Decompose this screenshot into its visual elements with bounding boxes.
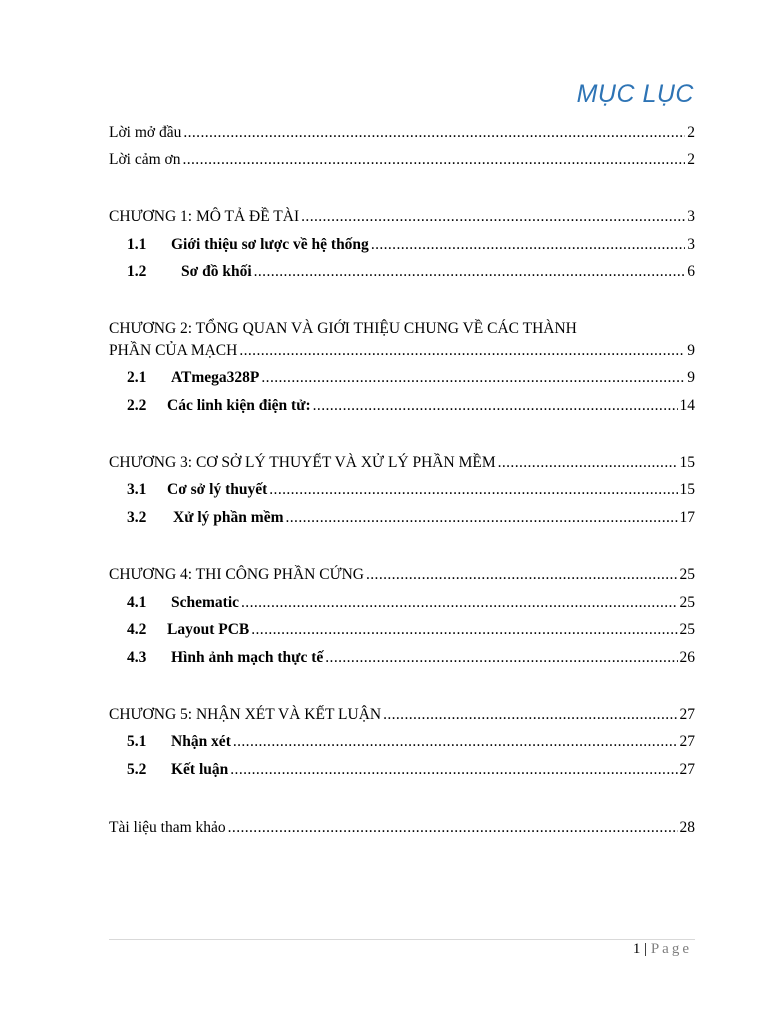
- toc-entry-page: 15: [679, 481, 695, 498]
- toc-entry-page: 25: [679, 566, 695, 583]
- toc-entry-page: 17: [679, 509, 695, 526]
- toc-leader-dots: [261, 369, 685, 387]
- toc-entry-number: 5.1: [127, 733, 147, 750]
- toc-entry-chapter-3[interactable]: [109, 454, 695, 472]
- toc-entry-text: CHƯƠNG 3: CƠ SỞ LÝ THUYẾT VÀ XỬ LÝ PHẦN MỀM: [109, 454, 496, 471]
- footer-separator: |: [644, 941, 648, 957]
- toc-entry-4-3[interactable]: [109, 649, 695, 667]
- toc-entry-text: Layout PCB: [167, 621, 250, 638]
- toc-entry-number: 2.1: [127, 369, 147, 386]
- toc-entry-2-2[interactable]: [109, 397, 695, 415]
- toc-leader-dots: [498, 454, 678, 472]
- toc-entry-page: 3: [687, 208, 695, 225]
- toc-entry-page: 25: [679, 621, 695, 638]
- toc-leader-dots: [239, 342, 685, 360]
- toc-entry-chapter-5[interactable]: [109, 706, 695, 724]
- toc-entry-5-1[interactable]: [109, 733, 695, 751]
- toc-entry-text: Xử lý phần mềm: [173, 509, 284, 526]
- toc-leader-dots: [313, 397, 678, 415]
- toc-entry-number: 3.2: [127, 509, 147, 526]
- footer-page-word: Page: [650, 941, 692, 957]
- toc-entry-text: Các linh kiện điện tử:: [167, 397, 311, 414]
- toc-entry-page: 2: [687, 151, 695, 168]
- toc-entry-text: Giới thiệu sơ lược về hệ thống: [171, 236, 369, 253]
- toc-entry-loi-cam-on[interactable]: [109, 151, 695, 169]
- toc-entry-text: Sơ đồ khối: [181, 263, 252, 280]
- footer-page-number: 1: [632, 941, 641, 957]
- toc-leader-dots: [228, 819, 678, 837]
- toc-entry-number: 3.1: [127, 481, 147, 498]
- toc-entry-2-1[interactable]: [109, 369, 695, 387]
- toc-entry-text: Tài liệu tham khảo: [109, 819, 226, 836]
- toc-entry-3-2[interactable]: [109, 509, 695, 527]
- toc-entry-1-2[interactable]: [109, 263, 695, 281]
- toc-leader-dots: [254, 263, 686, 281]
- toc-entry-text: Nhận xét: [171, 733, 231, 750]
- toc-entry-page: 25: [679, 594, 695, 611]
- toc-entry-4-2[interactable]: [109, 621, 695, 639]
- toc-entry-3-1[interactable]: [109, 481, 695, 499]
- toc-entry-page: 27: [679, 706, 695, 723]
- toc-leader-dots: [371, 236, 685, 254]
- toc-entry-page: 3: [687, 236, 695, 253]
- toc-entry-text: ATmega328P: [171, 369, 260, 386]
- toc-leader-dots: [325, 649, 677, 667]
- toc-entry-page: 9: [687, 369, 695, 386]
- toc-entry-text: Schematic: [171, 594, 240, 611]
- toc-entry-number: 5.2: [127, 761, 147, 778]
- toc-leader-dots: [233, 733, 678, 751]
- toc-entry-1-1[interactable]: [109, 236, 695, 254]
- toc-leader-dots: [182, 151, 685, 169]
- toc-entry-page: 14: [679, 397, 695, 414]
- toc-entry-number: 1.1: [127, 236, 147, 253]
- toc-entry-number: 2.2: [127, 397, 147, 414]
- toc-entry-number: 1.2: [127, 263, 147, 280]
- toc-leader-dots: [241, 594, 677, 612]
- toc-entry-text: PHẦN CỦA MẠCH: [109, 342, 238, 359]
- toc-entry-page: 9: [687, 342, 695, 359]
- toc-entry-number: 4.3: [127, 649, 147, 666]
- toc-entry-chapter-2-line-1[interactable]: CHƯƠNG 2: TỔNG QUAN VÀ GIỚI THIỆU CHUNG VỀ CÁC THÀNH: [109, 320, 577, 337]
- toc-entry-loi-mo-dau[interactable]: [109, 124, 695, 142]
- toc-entry-number: 4.1: [127, 594, 147, 611]
- toc-entry-text: CHƯƠNG 5: NHẬN XÉT VÀ KẾT LUẬN: [109, 706, 382, 723]
- toc-leader-dots: [269, 481, 677, 499]
- toc-entry-page: 6: [687, 263, 695, 280]
- toc-entry-page: 28: [679, 819, 695, 836]
- toc-entry-chapter-4[interactable]: [109, 566, 695, 584]
- toc-entry-text: Kết luận: [171, 761, 229, 778]
- toc-entry-text: Lời cảm ơn: [109, 151, 181, 168]
- toc-leader-dots: [301, 208, 685, 226]
- toc-entry-5-2[interactable]: [109, 761, 695, 779]
- toc-entry-4-1[interactable]: [109, 594, 695, 612]
- footer-divider: [109, 939, 695, 940]
- toc-entry-page: 27: [679, 733, 695, 750]
- toc-entry-page: 2: [687, 124, 695, 141]
- toc-entry-text: CHƯƠNG 4: THI CÔNG PHẦN CỨNG: [109, 566, 364, 583]
- toc-entry-text: Cơ sở lý thuyết: [167, 481, 268, 498]
- toc-entry-tai-lieu-tham-khao[interactable]: [109, 819, 695, 837]
- toc-leader-dots: [251, 621, 677, 639]
- toc-entry-text: Hình ảnh mạch thực tế: [171, 649, 324, 666]
- toc-leader-dots: [183, 124, 685, 142]
- toc-entry-page: 26: [679, 649, 695, 666]
- toc-entry-chapter-1[interactable]: [109, 208, 695, 226]
- page-footer: [633, 941, 692, 958]
- toc-entry-page: 27: [679, 761, 695, 778]
- toc-title: MỤC LỤC: [576, 80, 694, 108]
- toc-leader-dots: [366, 566, 678, 584]
- toc-entry-text: CHƯƠNG 1: MÔ TẢ ĐỀ TÀI: [109, 208, 300, 225]
- toc-leader-dots: [383, 706, 677, 724]
- toc-entry-chapter-2[interactable]: [109, 342, 695, 360]
- toc-leader-dots: [286, 509, 678, 527]
- toc-entry-number: 4.2: [127, 621, 147, 638]
- toc-entry-text: Lời mở đầu: [109, 124, 182, 141]
- toc-leader-dots: [230, 761, 677, 779]
- toc-entry-page: 15: [679, 454, 695, 471]
